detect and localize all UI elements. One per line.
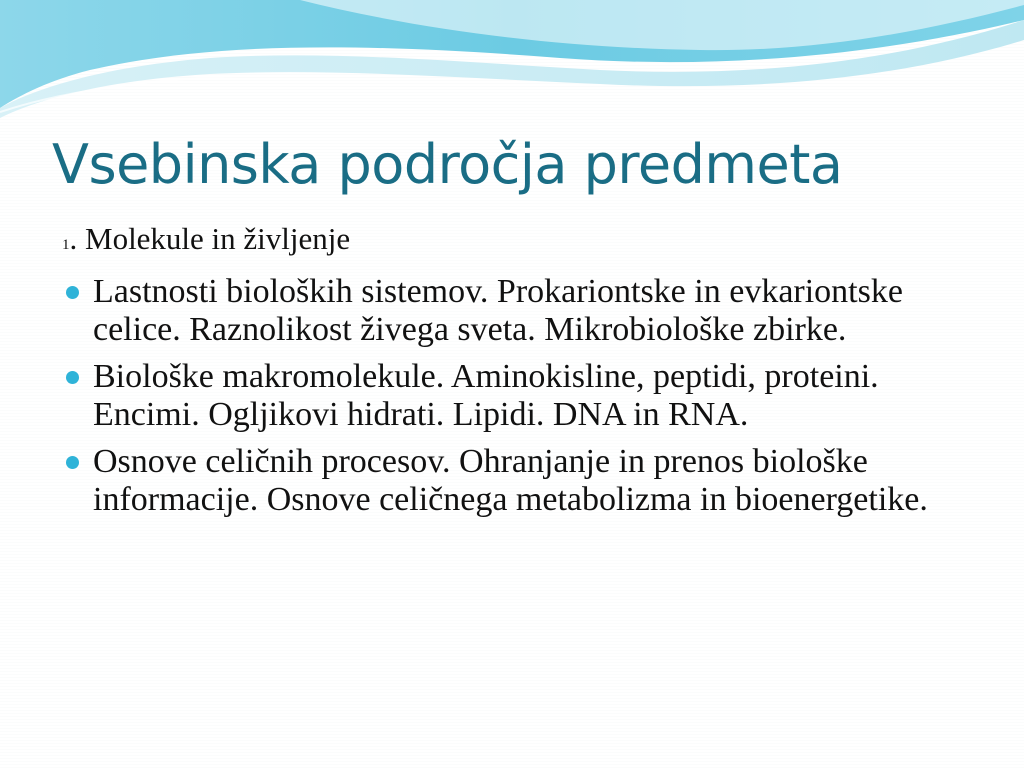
bullet-list [62,273,982,519]
bullet-item [62,443,982,519]
header-wave-decoration [0,0,1024,130]
section-heading-text: . Molekule in življenje [69,221,351,256]
slide-title: Vsebinska področja predmeta [52,133,843,196]
bullet-text: Lastnosti bioloških sistemov. Prokariontske in evkariontske celice. Raznolikost živega sveta. Mikrobiološke zbirke. [93,273,903,348]
section-heading [62,220,982,264]
bullet-item [62,273,982,349]
bullet-dot-icon [66,456,79,469]
bullet-dot-icon [66,286,79,299]
slide-content [62,220,982,528]
bullet-item [62,358,982,434]
bullet-text: Osnove celičnih procesov. Ohranjanje in prenos biološke informacije. Osnove celičnega metabolizma in bioenergetike. [93,443,928,518]
section-number: 1 [62,237,70,253]
bullet-text: Biološke makromolekule. Aminokisline, peptidi, proteini. Encimi. Ogljikovi hidrati. Lipidi. DNA in RNA. [93,358,879,433]
bullet-dot-icon [66,371,79,384]
